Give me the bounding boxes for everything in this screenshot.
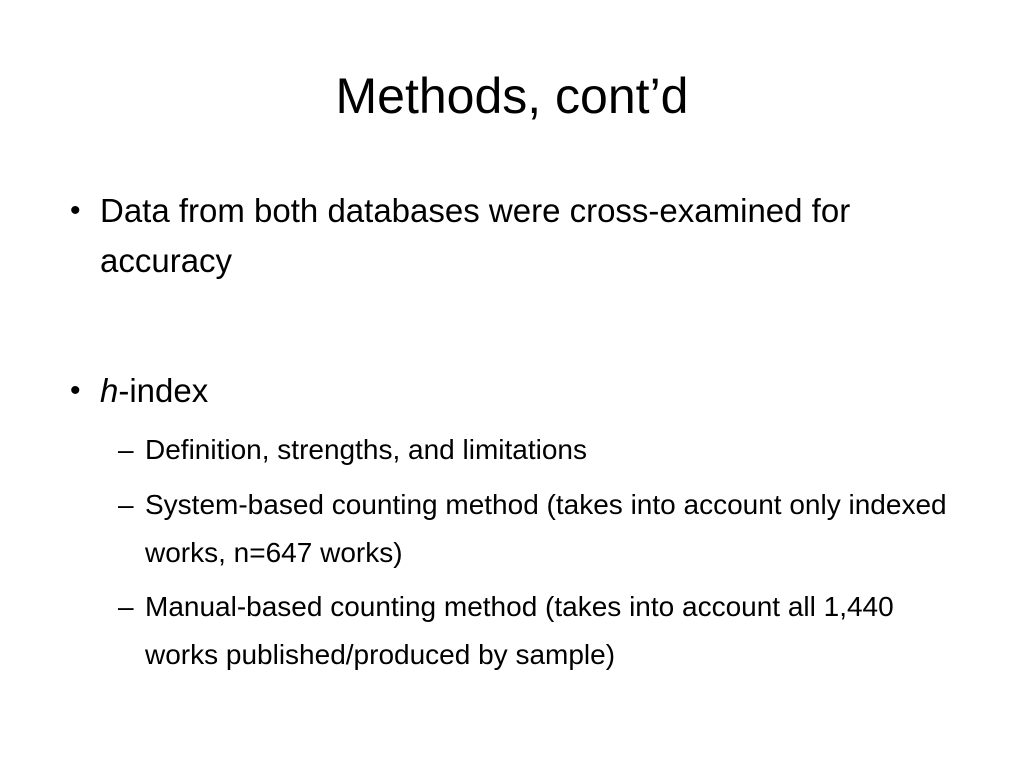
sub-bullet-marker: – xyxy=(118,489,134,520)
sub-bullet-item-definition xyxy=(118,426,958,474)
bullet-text: Data from both databases were cross-examined for accuracy xyxy=(100,192,851,279)
sub-bullet-item-system-based xyxy=(118,481,958,577)
sub-bullet-marker: – xyxy=(118,434,134,465)
bullet-text xyxy=(100,366,950,416)
bullet-marker: • xyxy=(70,194,81,227)
sub-bullet-text: Definition, strengths, and limitations xyxy=(145,434,587,465)
sub-bullet-text: System-based counting method (takes into account only indexed works, n=647 works) xyxy=(145,489,947,568)
bullet-marker: • xyxy=(70,374,81,407)
sub-bullet-marker: – xyxy=(118,591,134,622)
h-index-suffix: -index xyxy=(118,372,209,409)
bullet-item-cross-examination xyxy=(70,186,950,286)
slide-title: Methods, cont’d xyxy=(335,68,689,124)
sub-bullet-item-manual-based xyxy=(118,583,958,679)
h-index-italic-letter: h xyxy=(100,372,119,409)
bullet-item-h-index xyxy=(70,366,950,416)
sub-bullet-text: Manual-based counting method (takes into account all 1,440 works published/produced by sample) xyxy=(145,591,894,670)
